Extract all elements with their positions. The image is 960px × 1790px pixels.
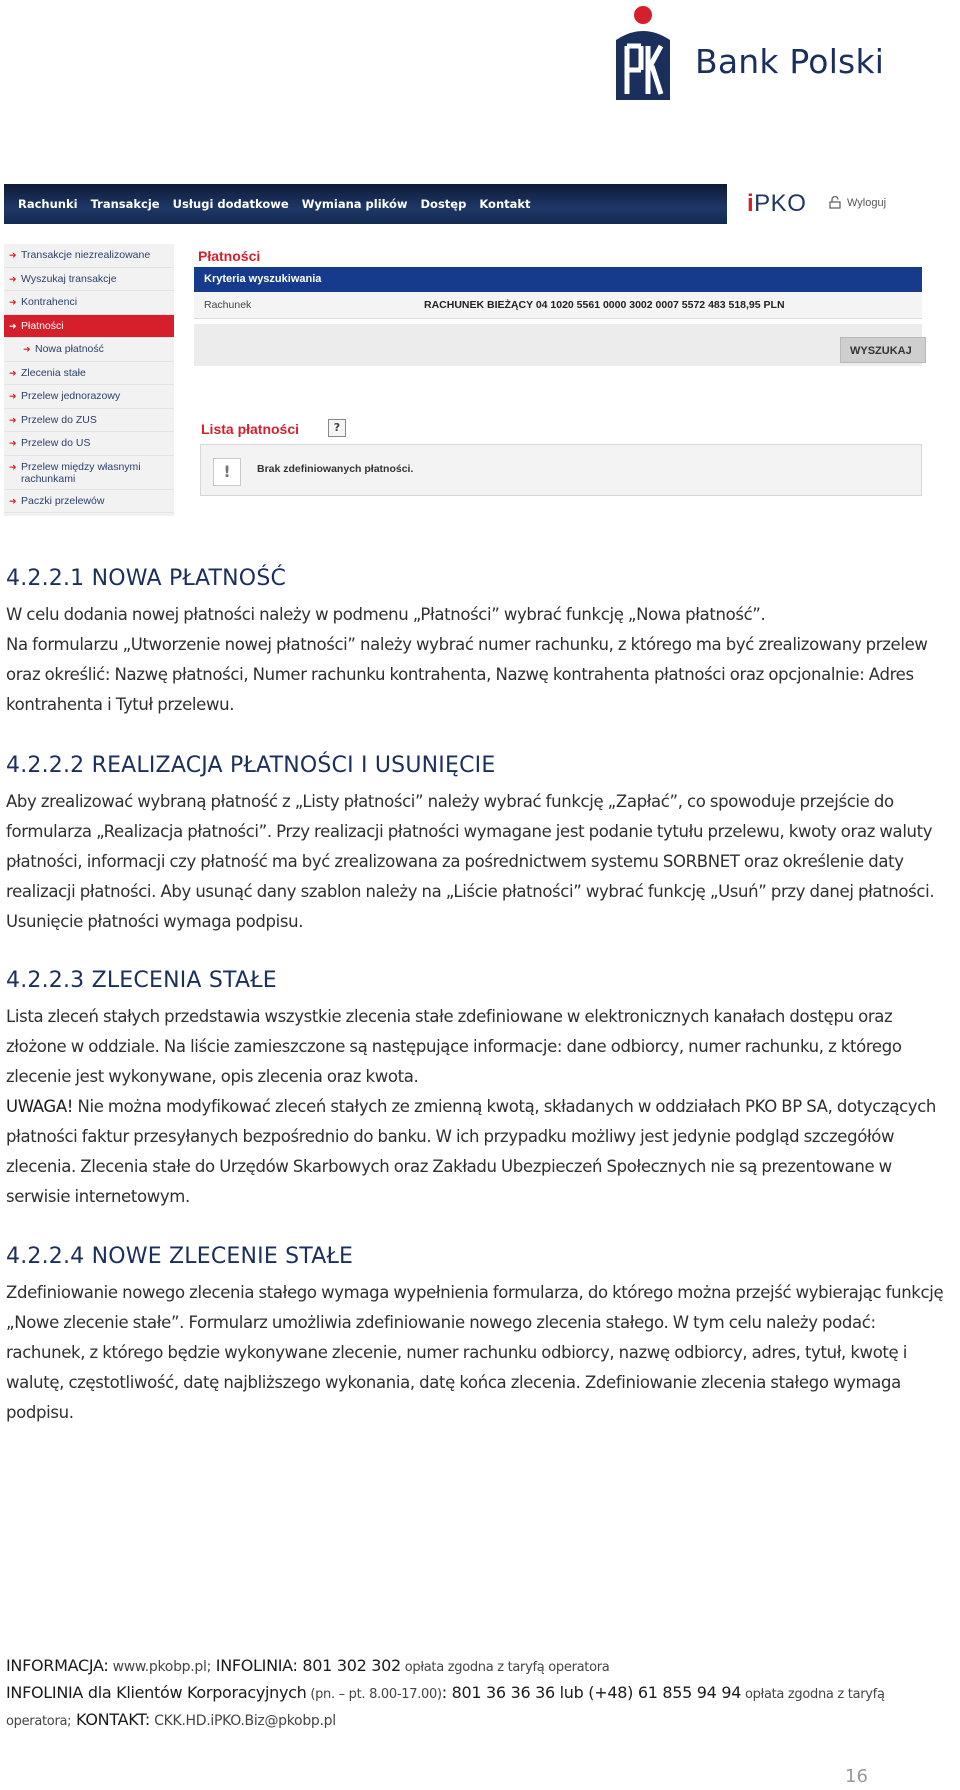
sidebar-item-transakcje-niezrealizowane[interactable] bbox=[4, 244, 174, 268]
info-label: INFORMACJA: bbox=[6, 1656, 109, 1675]
section-zlecenia-stale bbox=[6, 968, 956, 1212]
ipko-logo-text: PKO bbox=[754, 190, 807, 217]
criteria-header: Kryteria wyszukiwania bbox=[194, 267, 922, 292]
section-heading bbox=[6, 566, 956, 591]
account-select[interactable]: RACHUNEK BIEŻĄCY 04 1020 5561 0000 3002 0007 5572 483 518,95 PLN bbox=[424, 299, 785, 311]
sidebar-item-label: Nowa płatność bbox=[35, 343, 104, 355]
help-icon[interactable]: ? bbox=[328, 419, 346, 437]
arrow-right-icon: ➜ bbox=[9, 495, 17, 506]
section-number: 4.2.2.2 bbox=[6, 753, 85, 778]
tab-dostep[interactable]: Dostęp bbox=[420, 197, 467, 211]
corp-note-2: operatora; bbox=[6, 1714, 72, 1729]
arrow-right-icon: ➜ bbox=[9, 320, 17, 331]
search-area bbox=[194, 324, 922, 366]
warning-label: UWAGA! bbox=[6, 1097, 74, 1116]
info-link[interactable]: www.pkobp.pl; bbox=[108, 1659, 211, 1675]
arrow-right-icon: ➜ bbox=[9, 461, 17, 472]
sidebar-item-platnosci[interactable] bbox=[4, 315, 174, 339]
tab-rachunki[interactable]: Rachunki bbox=[18, 197, 78, 211]
arrow-right-icon: ➜ bbox=[9, 367, 17, 378]
lock-icon bbox=[829, 196, 843, 209]
section-number: 4.2.2.1 bbox=[6, 566, 85, 591]
sidebar-item-label: Przelew jednorazowy bbox=[21, 390, 121, 402]
section-nowe-zlecenie-stale bbox=[6, 1244, 956, 1428]
tab-uslugi-dodatkowe[interactable]: Usługi dodatkowe bbox=[172, 197, 289, 211]
warning-text: Nie można modyfikować zleceń stałych ze zmienną kwotą, składanych w oddziałach PKO BP SA, dotyczących płatności faktur przesyłanych bezpośrednio do banku. W ich przypadku możliwy jest jedynie podgląd szczegółów zlecenia. Zlecenia stałe do Urzędów Skarbowych oraz Zakładu Ubezpieczeń Społecznych nie są prezentowane w serwisie internetowym. bbox=[6, 1097, 937, 1206]
sidebar-item-kontrahenci[interactable] bbox=[4, 291, 174, 315]
footer bbox=[6, 1653, 956, 1734]
section-heading bbox=[6, 1244, 956, 1269]
paragraph: Zdefiniowanie nowego zlecenia stałego wymaga wypełnienia formularza, do którego można przejść wybierając funkcję „Nowe zlecenie stałe”. Formularz umożliwia zdefiniowanie nowego zlecenia stałego. W tym celu należy podać: rachunek, z którego będzie wykonywane zlecenie, numer rachunku odbiorcy, nazwę odbiorcy, adres, tytuł, kwotę i walutę, częstotliwość, datę najbliższego wykonania, datę końca zlecenia. Zdefiniowanie zlecenia stałego wymaga podpisu. bbox=[6, 1283, 944, 1422]
nav-tabs bbox=[18, 184, 544, 224]
paragraph: Aby zrealizować wybraną płatność z „Listy płatności” należy wybrać funkcję „Zapłać”, co spowoduje przejście do formularza „Realizacja płatności”. Przy realizacji płatności wymagane jest podanie tytułu przelewu, kwoty oraz waluty płatności, informacji czy płatność ma być zrealizowana za pośrednictwem systemu SORBNET oraz określenie daty realizacji płatności. Aby usunąć dany szablon należy na „Liście płatności” wybrać funkcję „Usuń” przy danej płatności. Usunięcie płatności wymaga podpisu. bbox=[6, 792, 935, 931]
contact-email[interactable]: CKK.HD.iPKO.Biz@pkobp.pl bbox=[149, 1713, 336, 1729]
page-number: 16 bbox=[845, 1766, 868, 1787]
footer-line-2 bbox=[6, 1680, 956, 1707]
paragraph: Lista zleceń stałych przedstawia wszystkie zlecenia stałe zdefiniowane w elektronicznych kanałach dostępu oraz złożone w oddziale. Na liście zamieszczone są następujące informacje: dane odbiorcy, numer rachunku, z którego zlecenie jest wykonywane, opis zlecenia oraz kwota. bbox=[6, 1007, 902, 1086]
arrow-right-icon: ➜ bbox=[9, 414, 17, 425]
section-title: NOWE ZLECENIE STAŁE bbox=[91, 1244, 354, 1269]
alert-message: Brak zdefiniowanych płatności. bbox=[257, 463, 414, 475]
empty-list-alert bbox=[200, 444, 922, 496]
sidebar-item-przelew-do-us[interactable] bbox=[4, 432, 174, 456]
sidebar-item-label: Transakcje niezrealizowane bbox=[21, 249, 151, 261]
page-title: Płatności bbox=[198, 248, 261, 264]
tab-transakcje[interactable]: Transakcje bbox=[90, 197, 160, 211]
sidebar-item-label: Zlecenia stałe bbox=[21, 366, 86, 379]
warning-icon: ! bbox=[213, 458, 241, 486]
infolinia-label: INFOLINIA: bbox=[210, 1656, 298, 1675]
account-label: Rachunek bbox=[204, 299, 252, 311]
arrow-right-icon: ➜ bbox=[9, 391, 17, 401]
section-heading bbox=[6, 968, 956, 993]
arrow-right-icon: ➜ bbox=[9, 250, 17, 260]
corp-numbers: : 801 36 36 36 lub (+48) 61 855 94 94 bbox=[441, 1683, 742, 1702]
sidebar-item-paczki-przelewow[interactable] bbox=[4, 490, 174, 514]
section-number: 4.2.2.3 bbox=[6, 968, 85, 993]
ipko-logo-prefix: i bbox=[747, 190, 755, 217]
footer-line-3 bbox=[6, 1707, 956, 1734]
infolinia-note: opłata zgodna z taryfą operatora bbox=[400, 1660, 610, 1675]
sidebar-item-label: Kontrahenci bbox=[21, 296, 78, 308]
section-title: NOWA PŁATNOŚĆ bbox=[91, 566, 287, 591]
sidebar-item-przelew-jednorazowy[interactable] bbox=[4, 385, 174, 409]
logo-text: Bank Polski bbox=[695, 42, 885, 81]
section-nowa-platnosc bbox=[6, 566, 956, 720]
infolinia-number: 801 302 302 bbox=[297, 1656, 401, 1675]
corp-note: opłata zgodna z taryfą bbox=[741, 1687, 885, 1702]
sidebar bbox=[4, 244, 174, 516]
arrow-right-icon: ➜ bbox=[9, 438, 17, 448]
corp-hours: (pn. – pt. 8.00-17.00) bbox=[306, 1687, 442, 1702]
sidebar-item-przelew-miedzy-rachunkami[interactable] bbox=[4, 456, 174, 490]
tab-kontakt[interactable]: Kontakt bbox=[479, 197, 531, 211]
top-navigation bbox=[4, 184, 922, 224]
footer-line-1 bbox=[6, 1653, 956, 1680]
sidebar-item-label: Przelew między własnymi rachunkami bbox=[21, 460, 141, 485]
sidebar-item-label: Przelew do US bbox=[21, 437, 91, 449]
sidebar-item-nowa-platnosc[interactable] bbox=[4, 338, 174, 362]
paragraph: Na formularzu „Utworzenie nowej płatności” należy wybrać numer rachunku, z którego ma być zrealizowany przelew oraz określić: Nazwę płatności, Numer rachunku kontrahenta, Nazwę kontrahenta płatności oraz opcjonalnie: Adres kontrahenta i Tytuł przelewu. bbox=[6, 635, 928, 714]
arrow-right-icon: ➜ bbox=[23, 344, 31, 354]
ipko-header-box bbox=[727, 184, 922, 224]
corp-label: INFOLINIA dla Klientów Korporacyjnych bbox=[6, 1683, 307, 1702]
account-row bbox=[194, 292, 922, 319]
sidebar-item-label: Płatności bbox=[21, 319, 64, 332]
warning-paragraph bbox=[6, 1092, 956, 1212]
logout-button[interactable] bbox=[829, 196, 886, 209]
ipko-logo bbox=[747, 190, 806, 218]
contact-label: KONTAKT: bbox=[71, 1710, 150, 1729]
sidebar-item-label: Paczki przelewów bbox=[21, 494, 105, 507]
ipko-screenshot bbox=[4, 184, 922, 516]
arrow-right-icon: ➜ bbox=[9, 297, 17, 307]
section-number: 4.2.2.4 bbox=[6, 1244, 85, 1269]
sidebar-item-zlecenia-stale[interactable] bbox=[4, 362, 174, 386]
section-title: ZLECENIA STAŁE bbox=[91, 968, 277, 993]
tab-wymiana-plikow[interactable]: Wymiana plików bbox=[301, 197, 408, 211]
main-panel bbox=[194, 244, 922, 516]
bank-logo bbox=[608, 4, 908, 104]
sidebar-item-label: Wyszukaj transakcje bbox=[21, 272, 117, 285]
search-button[interactable]: WYSZUKAJ bbox=[840, 337, 926, 363]
paragraph: W celu dodania nowej płatności należy w podmenu „Płatności” wybrać funkcję „Nowa płatność”. bbox=[6, 605, 766, 624]
logout-label: Wyloguj bbox=[847, 196, 887, 209]
section-heading bbox=[6, 753, 956, 778]
arrow-right-icon: ➜ bbox=[9, 273, 17, 284]
sidebar-item-przelew-do-zus[interactable] bbox=[4, 409, 174, 433]
pko-logo-icon bbox=[608, 4, 678, 104]
sidebar-item-wyszukaj-transakcje[interactable] bbox=[4, 268, 174, 292]
list-title: Lista płatności bbox=[201, 421, 300, 437]
section-title: REALIZACJA PŁATNOŚCI I USUNIĘCIE bbox=[91, 753, 496, 778]
sidebar-item-label: Przelew do ZUS bbox=[21, 413, 97, 426]
section-realizacja-platnosci bbox=[6, 753, 956, 937]
